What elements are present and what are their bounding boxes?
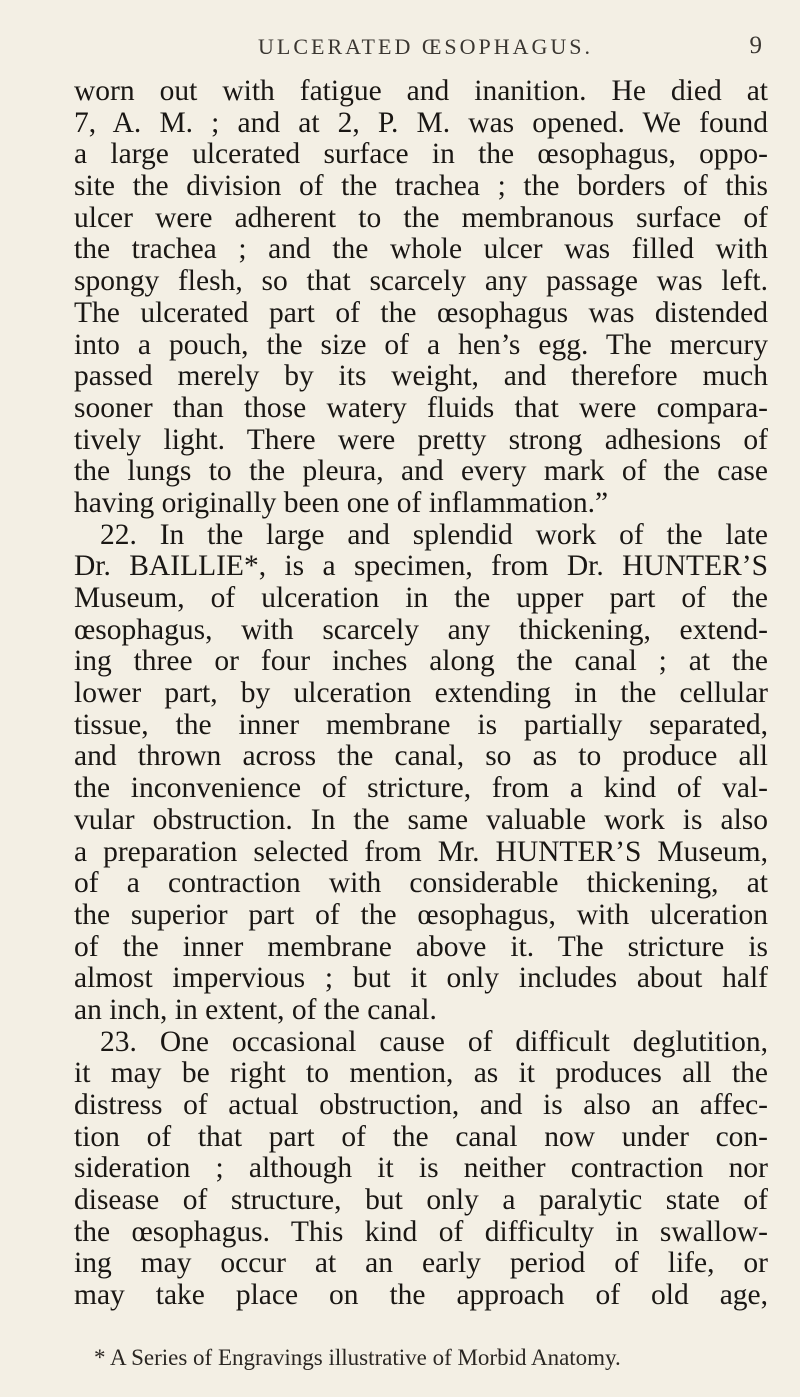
text-line: vular obstruction. In the same valuable work is also — [74, 803, 768, 836]
text-line: the lungs to the pleura, and every mark of the case — [74, 455, 768, 488]
text-line: site the division of the trachea ; the borders of this — [74, 170, 768, 203]
text-line: Museum, of ulceration in the upper part of the — [74, 582, 768, 614]
text-line: a preparation selected from Mr. HUNTER’S Museum, — [74, 835, 768, 868]
text-line: almost impervious ; but it only includes about half — [74, 962, 768, 995]
running-title: ULCERATED ŒSOPHAGUS. — [258, 34, 594, 59]
text-line: Dr. BAILLIE*, is a specimen, from Dr. HUNTER’S — [74, 550, 768, 583]
text-line: tion of that part of the canal now under con- — [74, 1120, 768, 1153]
text-line: a large ulcerated surface in the œsophagus, oppo- — [74, 138, 768, 171]
text-line: having originally been one of inflammation.” — [74, 486, 609, 519]
text-line: the inconvenience of stricture, from a kind of val- — [74, 772, 768, 805]
text-line: tively light. There were pretty strong adhesions of — [74, 423, 768, 456]
text-line: ing may occur at an early period of life, or — [74, 1247, 768, 1280]
text-line: œsophagus, with scarcely any thickening, extend- — [74, 613, 768, 646]
footnote: * A Series of Engravings illustrative of Morbid Anatomy. — [94, 1345, 621, 1370]
text-line: tissue, the inner membrane is partially separated, — [74, 708, 768, 741]
paragraph-22-start: 22. In the large and splendid work of the late — [100, 518, 768, 551]
body-text — [74, 76, 768, 1312]
text-line: an inch, in extent, of the canal. — [74, 993, 437, 1026]
paragraph-23-start: 23. One occasional cause of difficult deglutition, — [100, 1025, 768, 1058]
text-line: spongy flesh, so that scarcely any passage was left. — [74, 265, 768, 298]
text-line: the superior part of the œsophagus, with ulceration — [74, 898, 768, 931]
text-line: it may be right to mention, as it produces all the — [74, 1057, 768, 1090]
text-line: into a pouch, the size of a hen’s egg. The mercury — [74, 328, 768, 361]
text-line: The ulcerated part of the œsophagus was distended — [74, 296, 768, 329]
text-line: may take place on the approach of old age, — [74, 1279, 768, 1312]
text-line: of the inner membrane above it. The stricture is — [74, 930, 768, 963]
text-line: 7, A. M. ; and at 2, P. M. was opened. We found — [74, 106, 768, 139]
page-number: 9 — [749, 32, 762, 59]
text-line: and thrown across the canal, so as to produce all — [74, 740, 768, 773]
text-line: passed merely by its weight, and therefore much — [74, 360, 768, 393]
text-line: the trachea ; and the whole ulcer was filled with — [74, 233, 768, 266]
running-head — [0, 34, 800, 74]
text-line: ing three or four inches along the canal ; at the — [74, 645, 768, 678]
text-line: of a contraction with considerable thickening, at — [74, 867, 768, 900]
text-line: worn out with fatigue and inanition. He died at — [74, 75, 768, 107]
text-line: sideration ; although it is neither contraction nor — [74, 1152, 768, 1185]
text-line: distress of actual obstruction, and is also an affec- — [74, 1089, 768, 1121]
text-line: sooner than those watery fluids that were compara- — [74, 391, 768, 424]
text-line: disease of structure, but only a paralytic state of — [74, 1184, 768, 1217]
text-line: ulcer were adherent to the membranous surface of — [74, 201, 768, 234]
text-line: lower part, by ulceration extending in the cellular — [74, 677, 768, 710]
text-line: the œsophagus. This kind of difficulty in swallow- — [74, 1215, 768, 1248]
